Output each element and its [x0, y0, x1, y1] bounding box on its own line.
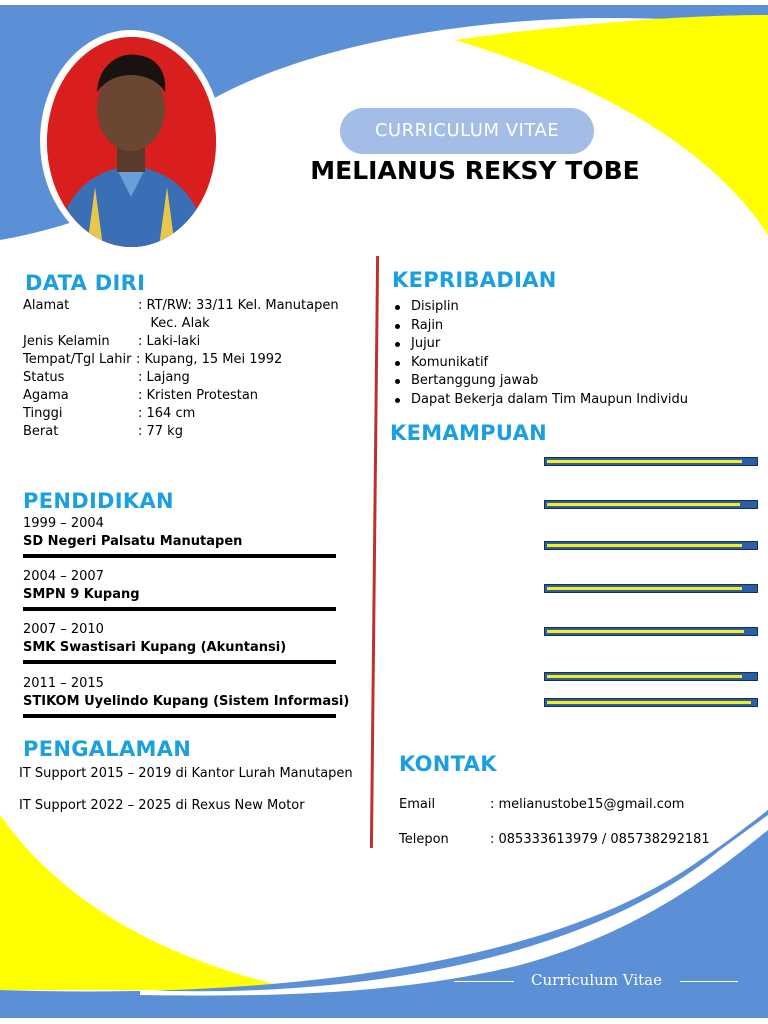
bullet-icon	[395, 342, 400, 347]
skill-bar-fill	[547, 630, 744, 633]
field-value: : Kupang, 15 Mei 1992	[136, 352, 283, 367]
field-value: Kec. Alak	[138, 316, 210, 331]
list-item	[393, 372, 688, 391]
kepribadian-heading: KEPRIBADIAN	[392, 268, 557, 292]
education-divider	[23, 607, 336, 611]
footer-rule-right	[680, 981, 738, 982]
skill-bar-fill	[547, 701, 751, 704]
pengalaman-heading: PENGALAMAN	[23, 737, 192, 761]
list-item	[393, 335, 688, 354]
education-divider	[23, 660, 336, 664]
personality-list	[393, 298, 688, 410]
list-item	[393, 317, 688, 336]
skill-bar-fill	[547, 675, 742, 678]
field-label: Alamat	[23, 298, 70, 313]
candidate-name: MELIANUS REKSY TOBE	[310, 156, 640, 185]
skill-bar-fill	[547, 503, 740, 506]
field-value: : 77 kg	[138, 424, 183, 439]
field-label: Tempat/Tgl Lahir	[23, 352, 132, 367]
education-divider	[23, 554, 336, 558]
skill-bar	[544, 672, 758, 681]
education-years: 2007 – 2010	[23, 622, 104, 637]
field-label: Berat	[23, 424, 59, 439]
skill-bar-fill	[547, 460, 742, 463]
education-school: STIKOM Uyelindo Kupang (Sistem Informasi)	[23, 694, 350, 709]
education-years: 1999 – 2004	[23, 516, 104, 531]
bottom-yellow-shape	[0, 815, 300, 990]
education-divider	[23, 714, 336, 718]
bottom-white-strip	[0, 1018, 768, 1024]
email-label: Email	[399, 797, 436, 812]
field-value: : Laki-laki	[138, 334, 201, 349]
education-school: SMPN 9 Kupang	[23, 587, 140, 602]
field-value: : Kristen Protestan	[138, 388, 259, 403]
trait-text: Bertanggung jawab	[411, 373, 539, 389]
skill-bar	[544, 541, 758, 550]
education-years: 2011 – 2015	[23, 676, 104, 691]
profile-photo	[47, 37, 216, 247]
list-item	[393, 354, 688, 373]
list-item	[393, 298, 688, 317]
experience-item: IT Support 2022 – 2025 di Rexus New Motor	[19, 798, 305, 813]
education-school: SD Negeri Palsatu Manutapen	[23, 534, 243, 549]
skill-bar-fill	[547, 544, 742, 547]
field-label: Status	[23, 370, 65, 385]
email-value: : melianustobe15@gmail.com	[490, 797, 685, 812]
skill-bar	[544, 584, 758, 593]
skill-bar	[544, 698, 758, 707]
bullet-icon	[395, 305, 400, 310]
field-value: : RT/RW: 33/11 Kel. Manutapen	[138, 298, 339, 313]
trait-text: Komunikatif	[411, 354, 489, 370]
trait-text: Jujur	[411, 336, 441, 352]
bullet-icon	[395, 379, 400, 384]
kontak-heading: KONTAK	[399, 752, 497, 776]
skill-bar	[544, 457, 758, 466]
field-label: Tinggi	[23, 406, 63, 421]
field-value: : Lajang	[138, 370, 190, 385]
experience-item: IT Support 2015 – 2019 di Kantor Lurah Manutapen	[19, 766, 353, 781]
field-label: Agama	[23, 388, 69, 403]
skill-bar-fill	[547, 587, 742, 590]
trait-text: Disiplin	[411, 299, 459, 314]
bullet-icon	[395, 324, 400, 329]
field-value: : 164 cm	[138, 406, 196, 421]
footer-label: Curriculum Vitae	[531, 971, 663, 989]
trait-text: Dapat Bekerja dalam Tim Maupun Individu	[411, 391, 689, 407]
list-item	[393, 391, 688, 410]
trait-text: Rajin	[411, 317, 444, 333]
education-years: 2004 – 2007	[23, 569, 104, 584]
field-label: Jenis Kelamin	[23, 334, 110, 349]
education-school: SMK Swastisari Kupang (Akuntansi)	[23, 640, 287, 655]
footer-rule-left	[454, 981, 514, 982]
cv-banner: CURRICULUM VITAE	[340, 108, 594, 154]
bullet-icon	[395, 361, 400, 366]
phone-value: : 085333613979 / 085738292181	[490, 832, 710, 847]
phone-label: Telepon	[399, 832, 449, 847]
pendidikan-heading: PENDIDIKAN	[23, 489, 174, 513]
skill-bar	[544, 627, 758, 636]
bullet-icon	[395, 398, 400, 403]
kemampuan-heading: KEMAMPUAN	[390, 421, 547, 445]
data-diri-heading: DATA DIRI	[25, 271, 146, 295]
portrait-illustration	[47, 37, 216, 247]
skill-bar	[544, 500, 758, 509]
